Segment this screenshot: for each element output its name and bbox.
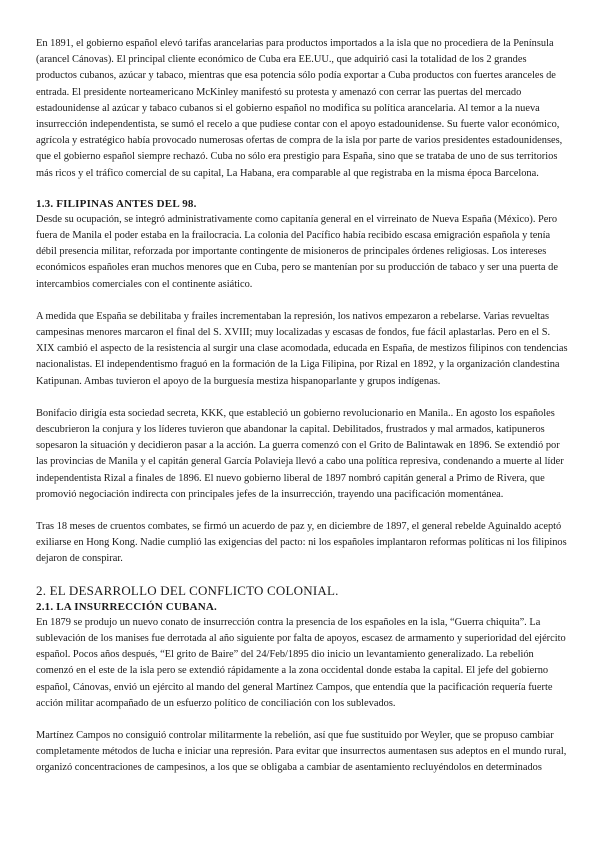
paragraph-filipinas-occupation: Desde su ocupación, se integró administrativamente como capitanía general en el virreinato de Nueva España (México). Pero fuera de Manila el poder estaba en la frailocracia. La colonia del Pacífico había recibido escasa emigración española y tenía débil presencia militar, reforzada por importante contingente de misioneros de principales órdenes religiosas. Los intereses económicos españoles eran muchos menores que en Cuba, pero se mantenían por su producción de tabaco y ser una puerta de intercambios comerciales con el continente asiático. bbox=[36, 213, 558, 290]
paragraph-bonifacio-katipunan: Bonifacio dirigía esta sociedad secreta, KKK, que estableció un gobierno revolucionario en Manila.. En agosto los españoles descubrieron la conjura y los líderes tuvieron que abandonar la capital. Debilitados, frustrados y mal armados, katipuneros sopesaron la situación y decidieron pasar a la acción. La guerra comenzó con el Grito de Balintawak en 1896. Se extendió por las provincias de Manila y el capitán general García Polavieja llevó a cabo una política represiva, condenando a muerte al líder independentista Rizal a finales de 1896. El nuevo gobierno liberal de 1897 nombró capitán general a Primo de Rivera, que promovió negociación indirecta con principales jefes de la insurrección, trayendo una pacificación momentánea. bbox=[36, 407, 564, 500]
heading-insurreccion-cubana: 2.1. LA INSURRECCIÓN CUBANA. bbox=[36, 600, 218, 613]
paragraph-weyler-repression: Martínez Campos no consiguió controlar militarmente la rebelión, así que fue sustituido por Weyler, que se propuso cambiar completamente métodos de lucha e iniciar una represión. Para evitar que insurrectos aumentasen sus adeptos en el mundo rural, organizó concentraciones de campesinos, a los que se obligaba a cambiar de asentamiento recluyéndolos en determinados bbox=[36, 729, 567, 774]
heading-desarrollo-conflicto: 2. EL DESARROLLO DEL CONFLICTO COLONIAL. bbox=[36, 582, 339, 598]
paragraph-peace-agreement: Tras 18 meses de cruentos combates, se firmó un acuerdo de paz y, en diciembre de 1897, el general rebelde Aguinaldo aceptó exiliarse en Hong Kong. Nadie cumplió las exigencias del pacto: ni los españoles implantaron reformas políticas ni los filipinos dejaron de conspirar. bbox=[36, 521, 567, 565]
paragraph-filipinas-revolts: A medida que España se debilitaba y frailes incrementaban la represión, los nativos empezaron a rebelarse. Varias revueltas campesinas menores marcaron el final del S. XVIII; muy localizadas y escasas de fondos, fue fácil aplastarlas. Pero en el S. XIX cambió el aspecto de la resistencia al surgir una clase acomodada, educada en España, de mestizos filipinos con tendencias nacionalistas. El independentismo fraguó en la formación de la Liga Filipina, por Rizal en 1892, y la organización clandestina Katipunan. Ambas tuvieron el apoyo de la burguesía mestiza hispanoparlante y grupos indígenas. bbox=[36, 310, 568, 387]
paragraph-cuba-tariffs: En 1891, el gobierno español elevó tarifas arancelarias para productos importados a la isla que no procediera de la Península (arancel Cánovas). El principal cliente económico de Cuba era EE.UU., que adquirió casi la totalidad de los 2 grandes productos cubanos, azúcar y tabaco, mientras que esa potencia sólo podía exportar a Cuba productos con fuertes aranceles de entrada. El presidente norteamericano McKinley manifestó su protesta y amenazó con cerrar las puertas del mercado estadounidense al azúcar y tabaco cubanos si el gobierno español no modifica su política arancelaria. Al temor a la nueva insurrección independentista, se sumó el recelo a que pudiese contar con el apoyo estadounidense. Su fuerte valor económico, agrícola y estratégico había provocado numerosas ofertas de compra de la isla por parte de varios presidentes estadounidenses, que el gobierno español siempre rechazó. Cuba no sólo era prestigio para España, sino que se trataba de uno de sus territorios más ricos y el tráfico comercial de su capital, La Habana, era comparable al que registraba en la misma época Barcelona. bbox=[36, 38, 563, 179]
paragraph-guerra-chiquita: En 1879 se produjo un nuevo conato de insurrección contra la presencia de los españoles en la isla, “Guerra chiquita”. La sublevación de los manises fue derrotada al año siguiente por falta de apoyos, escasez de armamento y superioridad del ejército español. Pocos años después, “El grito de Baire” del 24/Feb/1895 dio inicio un levantamiento generalizado. La rebelión comenzó en el este de la isla pero se extendió rápidamente a la zona occidental donde estaba la capital. El jefe del gobierno español, Cánovas, envió un ejército al mando del general Martínez Campos, que entendía que la pacificación requería fuerte acción militar acompañado de un esfuerzo político de conciliación con los sublevados. bbox=[36, 616, 566, 709]
heading-filipinas: 1.3. FILIPINAS ANTES DEL 98. bbox=[36, 197, 197, 210]
document-page bbox=[36, 36, 568, 777]
